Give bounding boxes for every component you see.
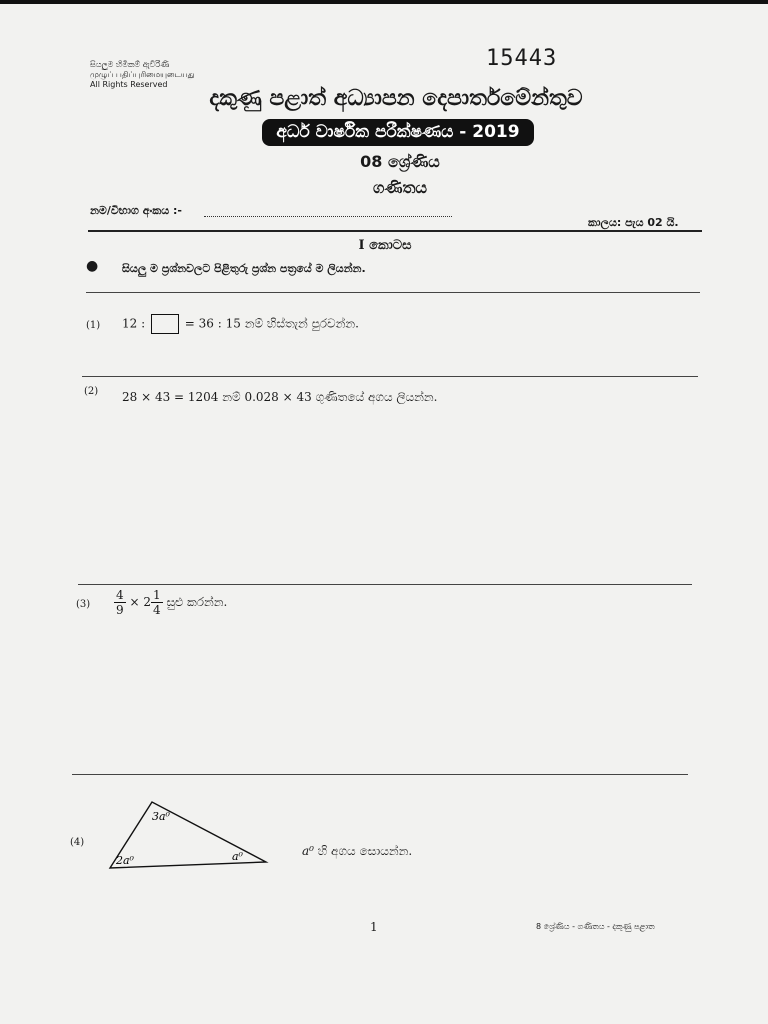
divider (72, 774, 688, 775)
rights-sinhala: සියලුම හිමිකම් ඇවිරිණි (90, 60, 170, 69)
serial-number: 15443 (486, 46, 558, 71)
q4-instruction: හි අගය සොයන්න. (317, 844, 413, 858)
times-two: × 2 (129, 595, 151, 609)
angle-label-left: 2a⁰ (116, 854, 134, 867)
question-number: (2) (84, 386, 99, 397)
bullet-dot: ● (86, 258, 99, 274)
question-4 (302, 844, 412, 859)
answer-box[interactable] (151, 314, 179, 334)
rights-tamil: முழுப் பதிப்புரிமையுடையது (90, 70, 195, 79)
question-1 (122, 314, 359, 334)
divider (86, 292, 700, 293)
subject-label: ගණිතය (373, 178, 427, 197)
rights-english: All Rights Reserved (90, 80, 168, 89)
divider (78, 584, 692, 585)
question-3 (114, 588, 227, 617)
fraction-1-4: $\frac{1}{4}$ (152, 588, 161, 617)
name-dotted-field[interactable] (204, 205, 452, 217)
top-edge-line (0, 0, 768, 4)
triangle-figure (104, 796, 274, 876)
header-rule (88, 230, 702, 232)
part-title: I කොටස (358, 238, 412, 253)
page-number: 1 (370, 920, 378, 934)
question-2-text: 28 × 43 = 1204 නම් 0.028 × 43 ගුණිතයේ අගය ලියන්න. (122, 390, 438, 404)
exam-title-banner: අර්ධ වාර්ෂික පරීක්ෂණය - 2019 (262, 119, 534, 146)
angle-label-right: a⁰ (232, 850, 243, 863)
question-number: (4) (70, 837, 85, 848)
copyright-block (90, 60, 195, 90)
instruction-text: සියලු ම ප්‍රශ්නවලට පිළිතුරු ප්‍රශ්න පත්‍රයේ ම ලියන්න. (122, 262, 366, 275)
fraction-4-9: $\frac{4}{9}$ (116, 588, 124, 617)
time-allowed: කාලය: පැය 02 යි. (588, 216, 679, 229)
question-number: (3) (76, 599, 91, 610)
grade-label: 08 ශ්‍රේණිය (360, 152, 440, 171)
q1-right-text: = 36 : 15 නම් හිස්තැන් පුරවන්න. (184, 316, 359, 331)
department-title: දකුණු පළාත් අධ්‍යාපන දෙපාර්තමේන්තුව (209, 86, 583, 111)
q4-variable: a⁰ (302, 844, 314, 858)
name-index-label: නම/විභාග අංකය :- (90, 204, 182, 217)
question-number: (1) (86, 320, 101, 331)
divider (82, 376, 698, 377)
q1-left-text: 12 : (122, 316, 146, 331)
q3-instruction: සුළු කරන්න. (166, 595, 228, 609)
footer-tag: 8 ශ්‍රේණිය - ගණිතය - දකුණු පළාත (536, 922, 655, 931)
angle-label-top: 3a⁰ (152, 810, 170, 823)
